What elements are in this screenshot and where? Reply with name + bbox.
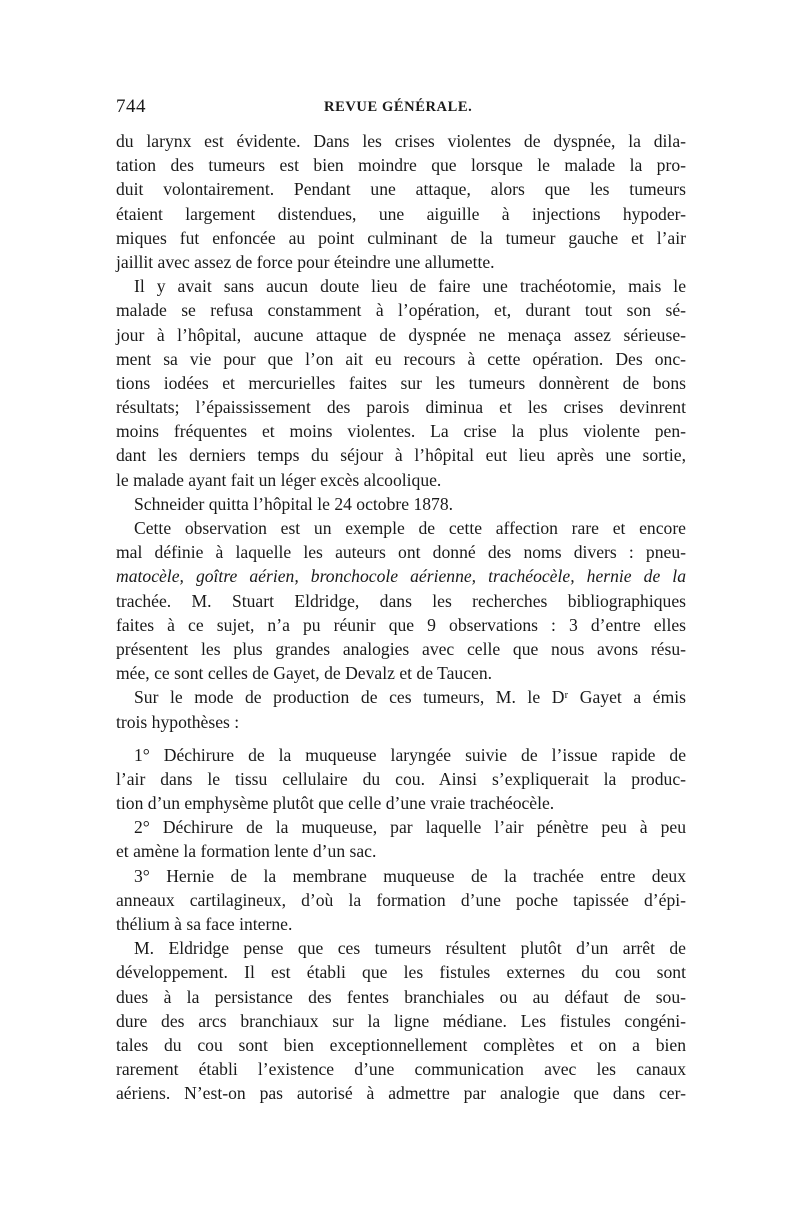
text-line: ment sa vie pour que l’on ait eu recours à cette opération. Des onc-: [116, 348, 686, 369]
text-line: duit volontairement. Pendant une attaque, alors que les tumeurs: [116, 179, 686, 200]
text-line: dues à la persistance des fentes branchiales ou au défaut de sou-: [116, 986, 686, 1007]
text-line: Il y avait sans aucun doute lieu de faire une trachéotomie, mais le: [134, 276, 686, 297]
text-line: moins fréquentes et moins violentes. La crise la plus violente pen-: [116, 421, 686, 442]
text-line: tation des tumeurs est bien moindre que lorsque le malade la pro-: [116, 155, 686, 176]
text-line: miques fut enfoncée au point culminant de la tumeur gauche et l’air: [116, 227, 686, 248]
text-line: dant les derniers temps du séjour à l’hôpital eut lieu après une sortie,: [116, 445, 686, 466]
text-line: jaillit avec assez de force pour éteindre une allumette.: [116, 251, 495, 272]
text-line: trachée. M. Stuart Eldridge, dans les recherches bibliographiques: [116, 590, 686, 611]
page-header: [116, 96, 686, 122]
body-text: [116, 129, 686, 1106]
text-line: jour à l’hôpital, aucune attaque de dyspnée ne menaça assez sérieuse-: [116, 324, 686, 345]
text-line: rarement établi l’existence d’une communication avec les canaux: [116, 1059, 686, 1080]
text-line: 3° Hernie de la membrane muqueuse de la trachée entre deux: [134, 865, 686, 886]
text-line: M. Eldridge pense que ces tumeurs résultent plutôt d’un arrêt de: [134, 938, 686, 959]
text-line: résultats; l’épaississement des parois diminua et les crises devinrent: [116, 397, 686, 418]
text-line: malade se refusa constamment à l’opération, et, durant tout son sé-: [116, 300, 686, 321]
text-line: 1° Déchirure de la muqueuse laryngée suivie de l’issue rapide de: [134, 744, 686, 765]
text-line: étaient largement distendues, une aiguille à injections hypoder-: [116, 203, 686, 224]
page-number: 744: [116, 96, 146, 117]
text-line: l’air dans le tissu cellulaire du cou. Ainsi s’expliquerait la produc-: [116, 768, 686, 789]
text-line: tions iodées et mercurielles faites sur les tumeurs donnèrent de bons: [116, 372, 686, 393]
text-line: Schneider quitta l’hôpital le 24 octobre 1878.: [134, 493, 454, 514]
text-line: anneaux cartilagineux, d’où la formation d’une poche tapissée d’épi-: [116, 889, 686, 910]
text-line: 2° Déchirure de la muqueuse, par laquelle l’air pénètre peu à peu: [134, 817, 686, 838]
text-line: mée, ce sont celles de Gayet, de Devalz et de Taucen.: [116, 663, 493, 684]
running-title: REVUE GÉNÉRALE.: [324, 99, 473, 115]
text-line: tion d’un emphysème plutôt que celle d’une vraie trachéocèle.: [116, 793, 555, 814]
text-line: dure des arcs branchiaux sur la ligne médiane. Les fistules congéni-: [116, 1010, 686, 1031]
text-line: faites à ce sujet, n’a pu réunir que 9 observations : 3 d’entre elles: [116, 614, 686, 635]
text-line: Sur le mode de production de ces tumeurs, M. le Dʳ Gayet a émis: [134, 687, 686, 708]
text-line: du larynx est évidente. Dans les crises violentes de dyspnée, la dila-: [116, 131, 686, 151]
text-line: le malade ayant fait un léger excès alcoolique.: [116, 469, 442, 490]
text-line: développement. Il est établi que les fistules externes du cou sont: [116, 962, 686, 983]
text-line: trois hypothèses :: [116, 711, 240, 732]
text-line: mal définie à laquelle les auteurs ont donné des noms divers : pneu-: [116, 542, 686, 563]
text-line: thélium à sa face interne.: [116, 914, 293, 934]
text-line: présentent les plus grandes analogies avec celle que nous avons résu-: [116, 638, 686, 659]
text-line: Cette observation est un exemple de cette affection rare et encore: [134, 518, 686, 538]
text-line italic-line: matocèle, goître aérien, bronchocole aérienne, trachéocèle, hernie de la: [116, 566, 686, 587]
text-line: aériens. N’est-on pas autorisé à admettre par analogie que dans cer-: [116, 1083, 686, 1104]
text-line: et amène la formation lente d’un sac.: [116, 841, 377, 862]
text-line: tales du cou sont bien exceptionnellement complètes et on a bien: [116, 1034, 686, 1055]
